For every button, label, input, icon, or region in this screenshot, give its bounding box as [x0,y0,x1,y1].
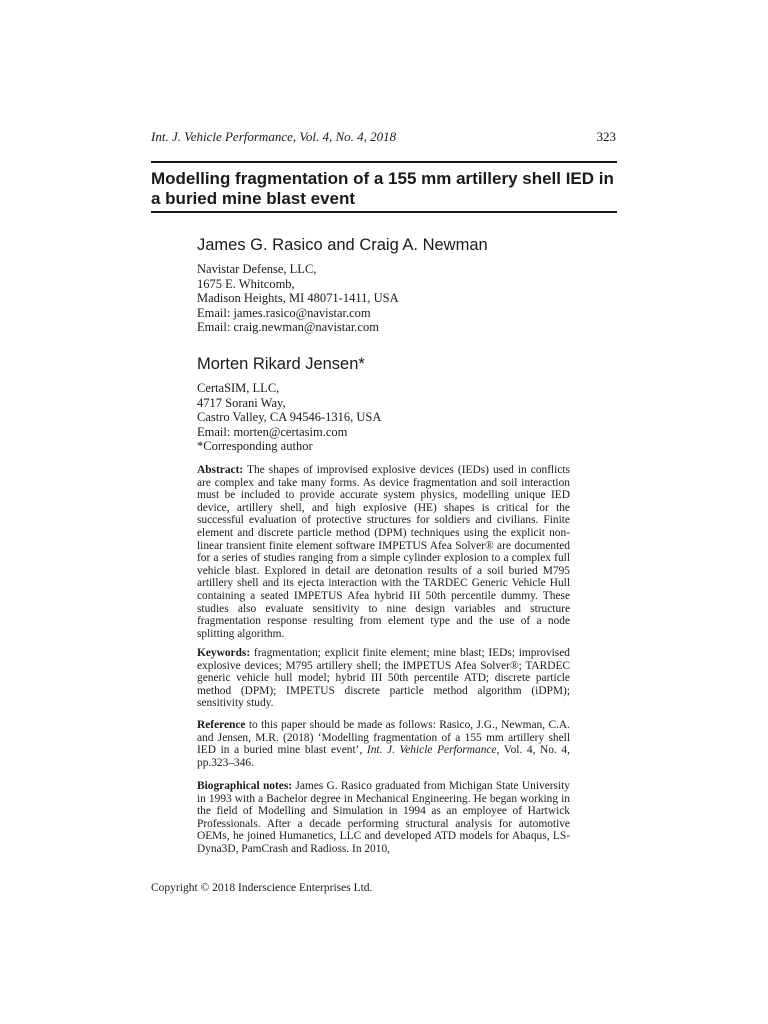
reference-volume: , Vol. 4, No. 4, pp.323–346. [197,744,570,769]
copyright-footer: Copyright © 2018 Inderscience Enterprises Ltd. [151,882,373,894]
email-line: Email: craig.newman@navistar.com [197,320,379,335]
email-line: Email: james.rasico@navistar.com [197,305,371,320]
reference-label: Reference [197,719,246,731]
page-number: 323 [596,129,616,144]
affiliation-line: Navistar Defense, LLC, [197,262,317,276]
abstract-label: Abstract: [197,464,244,476]
title-top-rule [151,161,617,163]
keywords-text: fragmentation; explicit finite element; mine blast; IEDs; improvised explosive devices; M795 artillery shell; the IMPETUS Afea Solver®; TARDEC generic vehicle hull model; hybrid III 50th percentile ATD; discrete particle method (DPM); IMPETUS discrete particle method algorithm (iDPM); sensitivity study. [197,647,570,710]
title-bottom-rule [151,211,617,213]
corresponding-author-note: *Corresponding author [197,439,313,454]
abstract [197,464,570,640]
affiliation-line: Madison Heights, MI 48071-1411, USA [197,291,399,306]
abstract-text: The shapes of improvised explosive devices (IEDs) used in conflicts are complex and take many forms. As device fragmentation and soil interaction must be included to provide accurate system physics, modelling unique IED device, artillery shell, and high explosive (HE) shapes is critical for the successful evaluation of protective structures for soldiers and civilians. Finite element and discrete particle method (DPM) techniques using the explicit non-linear transient finite element software IMPETUS Afea Solver® are documented for a series of studies ranging from a simple cylinder explosion to a complex full vehicle blast. Explored in detail are detonation results of a soil buried M795 artillery shell and its ejecta interaction with the TARDEC Generic Vehicle Hull containing a seated IMPETUS Afea hybrid III 50th percentile dummy. These studies also evaluate sensitivity to nine design variables and structure fragmentation response resulting from element type and the use of a node splitting algorithm. [197,464,570,640]
reference-journal: Int. J. Vehicle Performance [366,744,497,757]
keywords-label: Keywords: [197,647,251,659]
affiliation-line: Castro Valley, CA 94546-1316, USA [197,410,382,425]
paper-title: Modelling fragmentation of a 155 mm artillery shell IED in a buried mine blast event [151,169,614,208]
affiliation-group-2 [197,381,577,454]
journal-citation: Int. J. Vehicle Performance, Vol. 4, No. 4, 2018 [151,129,397,144]
affiliation-line: 4717 Sorani Way, [197,395,286,410]
bio-label: Biographical notes: [197,780,293,792]
keywords [197,647,570,710]
affiliation-group-1 [197,262,577,335]
author-names-group-2: Morten Rikard Jensen* [197,355,365,373]
reference [197,719,570,769]
biographical-notes [197,780,570,856]
email-line: Email: morten@certasim.com [197,424,348,439]
affiliation-line: 1675 E. Whitcomb, [197,276,295,291]
running-header [151,129,616,145]
reference-text: to this paper should be made as follows: Rasico, J.G., Newman, C.A. and Jensen, M.R. (2018) ‘Modelling fragmentation of a 155 mm artillery shell IED in a buried mine blast event’, [197,719,570,757]
affiliation-line: CertaSIM, LLC, [197,381,280,395]
author-names-group-1: James G. Rasico and Craig A. Newman [197,236,488,254]
bio-text: James G. Rasico graduated from Michigan State University in 1993 with a Bachelor degree in Mechanical Engineering. He began working in the field of Modelling and Simulation in 1994 as an employee of Hartwick Professionals. After a decade performing structural analysis for automotive OEMs, he joined Humanetics, LLC and developed ATD models for Abaqus, LS-Dyna3D, PamCrash and Radioss. In 2010, [197,780,570,855]
